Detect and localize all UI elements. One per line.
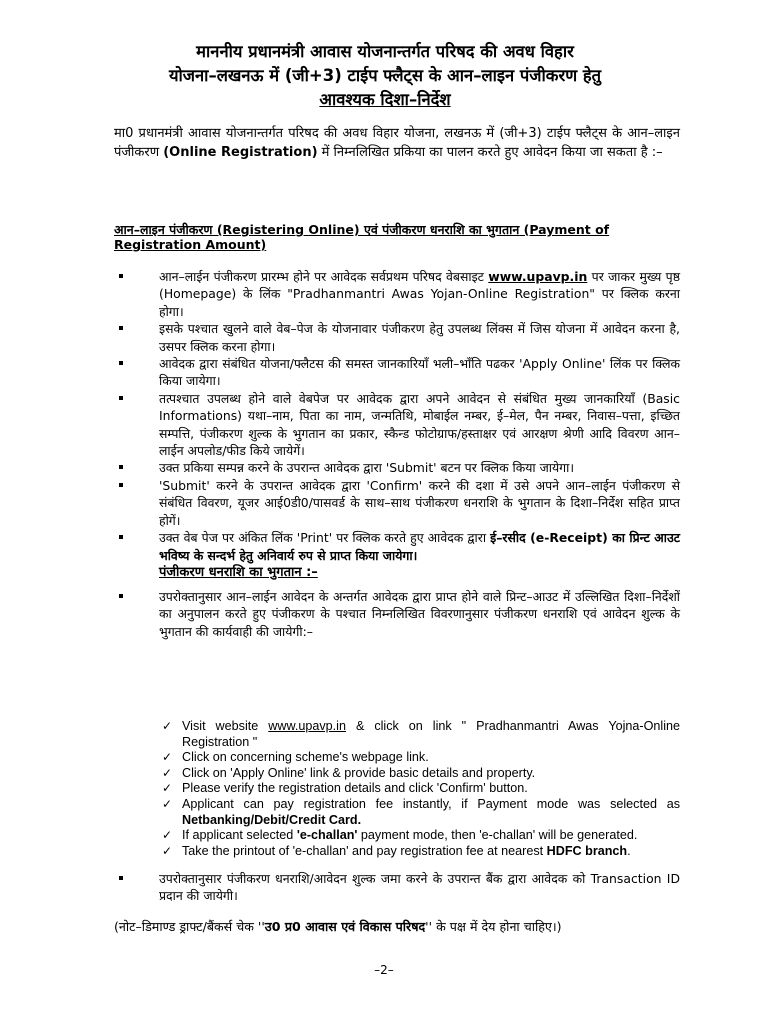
final-step-list [114,870,680,905]
check-bold-text: HDFC branch [546,843,628,858]
check-icon: ✓ [162,781,173,796]
step-text: 'Submit' करने के उपरान्त आवेदक द्वारा 'Confirm' करने की दशा में उसे अपने आन–लाईन पंजीकरण से संबंधित विवरण, यूजर आई0डी0/पासवर्ड के साथ–साथ पंजीकरण धनराशि के भुगतान के दिशा–निर्देश सहित प्राप्त होगें। [159,477,680,528]
checklist-item [160,766,680,782]
list-item [114,320,680,355]
note-text-b: '' के पक्ष में देय होना चाहिए।) [425,919,562,934]
payment-subheading: पंजीकरण धनराशि का भुगतान :– [159,564,318,580]
check-text: . [627,843,631,858]
final-step-text: उपरोक्तानुसार पंजीकरण धनराशि/आवेदन शुल्क जमा करने के उपरान्त बैंक द्वारा आवेदक को Transaction ID प्रदान की जायेगी। [159,871,680,904]
list-item [114,268,680,320]
section-heading [114,222,680,252]
e-receipt-bold-text: ई–रसीद (e-Receipt) का प्रिन्ट आउट भविष्य के सन्दर्भ हेतु अनिवार्य रुप से प्राप्त किया जायेगा। [159,530,680,563]
list-item [114,459,680,476]
list-item [114,477,680,529]
list-item [114,529,680,564]
title-line-2: योजना–लखनऊ में (जी+3) टाईप फ्लैट्स के आन–लाइन पंजीकरण हेतु [168,66,602,85]
check-text: Applicant can pay registration fee instantly, if Payment mode was selected as [182,796,680,811]
step-text: तत्पश्चात उपलब्ध होने वाले वेबपेज पर आवेदक द्वारा अपने आवेदन से संबंधित मुख्य जानकारियाँ (Basic Informations) यथा–नाम, पिता का नाम, जन्मतिथि, मोबाईल नम्बर, ई–मेल, पैन नम्बर, निवास–पत्ता, इच्छित सम्पत्ति, पंजीकरण शुल्क के भुगतान का प्रकार, स्कैन्ड फोटोग्राफ/हस्ताक्षर एवं आरक्षण श्रेणी आदि विवरण आन–लाईन अपलोड/फीड किये जायेगें। [159,390,680,459]
check-icon: ✓ [162,843,173,858]
checklist-item [160,750,680,766]
checklist-item [160,828,680,844]
note-text-a: (नोट–डिमाण्ड ड्राफ्ट/बैंकर्स चेक '' [114,919,265,934]
check-text: Take the printout of 'e-challan' and pay registration fee at nearest [182,843,547,858]
checklist-item [160,797,680,828]
note-text [114,918,680,936]
payment-text: उपरोक्तानुसार आन–लाईन आवेदन के अन्तर्गत आवेदक द्वारा प्राप्त होने वाले प्रिन्ट–आउट में उल्लिखित दिशा–निर्देशों का अनुपालन करते हुए पंजीकरण के पश्चात निम्नलिखित विवरणानुसार पंजीकरण धनराशि एवं आवेदन शुल्क के भुगतान की कार्यवाही की जायेगी:– [159,588,680,639]
check-icon: ✓ [162,719,173,733]
checklist-item [160,719,680,750]
note-text-bold: उ0 प्र0 आवास एवं विकास परिषद [264,919,426,934]
list-item [114,870,680,905]
website-link[interactable]: www.upavp.in [488,269,588,284]
step-text: उक्त वेब पेज पर अंकित लिंक 'Print' पर क्लिक करते हुए आवेदक द्वारा [159,530,491,546]
section-head-en-b: (Payment of Registration Amount) [114,222,610,252]
title-line-3: आवश्यक दिशा–निर्देश [319,90,451,109]
checklist-item [160,781,680,797]
title-line-1: माननीय प्रधानमंत्री आवास योजनान्तर्गत परिषद की अवध विहार [196,42,574,61]
step-text: पर जाकर मुख्य पृष्ठ (Homepage) के लिंक "Pradhanmantri Awas Yojan-Online Registration" पर क्लिक करना होगा। [159,269,680,319]
check-bold-text: 'e-challan' [296,828,358,843]
intro-text-a: मा0 प्रधानमंत्री आवास योजनान्तर्गत परिषद की अवध विहार योजना, लखनऊ में (जी+3) टाईप फ्लैट्स के आन–लाइन पंजीकरण [114,126,680,160]
check-icon: ✓ [162,765,173,780]
list-item [114,355,680,390]
check-text: If applicant selected [182,828,297,843]
step-text: इसके पश्चात खुलने वाले वेब–पेज के योजनावार पंजीकरण हेतु उपलब्ध लिंक्स में जिस योजना में आवेदन करना है, उसपर क्लिक करना होगा। [159,321,680,354]
payment-checklist [160,719,680,859]
check-icon: ✓ [162,750,173,765]
page-title [100,40,670,112]
check-bold-text: Netbanking/Debit/Credit Card. [182,812,362,827]
check-text: payment mode, then 'e-challan' will be generated. [357,828,638,843]
checklist-item [160,844,680,860]
section-head-hindi-a: आन–लाइन पंजीकरण [114,222,213,237]
check-text: Click on concerning scheme's webpage link. [182,750,429,765]
check-text: Please verify the registration details and click 'Confirm' button. [182,781,528,796]
section-head-en-a: (Registering Online) [212,222,364,237]
check-text: Visit website [182,719,269,733]
section-head-hindi-b: एवं पंजीकरण धनराशि का भुगतान [363,222,520,237]
check-icon: ✓ [162,828,173,843]
list-item [114,390,680,460]
check-text: Click on 'Apply Online' link & provide basic details and property. [182,765,536,780]
check-text: & click on link " Pradhanmantri Awas Yojna-Online Registration " [182,719,681,749]
check-icon: ✓ [162,796,173,811]
intro-text-b: में निम्नलिखित प्रकिया का पालन करते हुए आवेदन किया जा सकता है :– [317,145,663,160]
step-text: आन–लाईन पंजीकरण प्रारम्भ होने पर आवेदक सर्वप्रथम परिषद वेबसाइट [159,269,489,284]
page-number: –2– [374,963,394,977]
step-text: आवेदक द्वारा संबंधित योजना/फ्लैटस की समस्त जानकारियाँ भली–भाँति पढकर 'Apply Online' लिंक पर क्लिक किया जायेगा। [159,356,680,389]
website-link[interactable]: www.upavp.in [268,719,346,733]
registration-steps-list [114,268,680,640]
intro-text-bold: (Online Registration) [163,145,318,160]
list-item [114,588,680,640]
step-text: उक्त प्रकिया सम्पन्न करने के उपरान्त आवेदक द्वारा 'Submit' बटन पर क्लिक किया जायेगा। [159,460,575,476]
intro-paragraph [114,124,680,162]
